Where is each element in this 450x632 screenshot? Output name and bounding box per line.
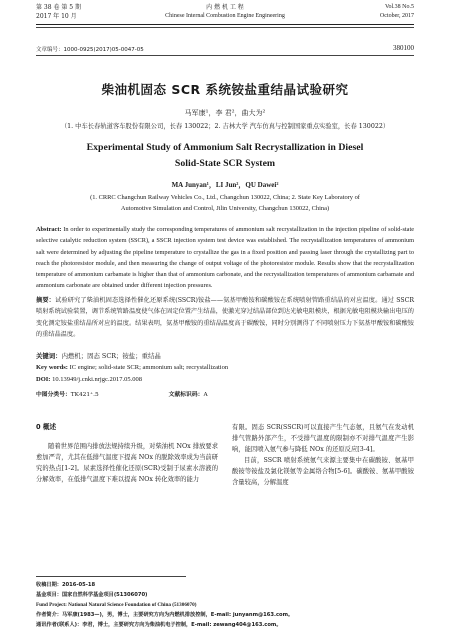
- keywords-en-label: Key words:: [36, 364, 68, 371]
- title-en: [40, 140, 410, 172]
- journal-name-cn: 内 燃 机 工 程: [206, 4, 244, 11]
- header-rule: [36, 24, 414, 25]
- authors-cn: 马军康¹，李 君²，曲大为²: [184, 109, 266, 117]
- footnote-corresponding: 通讯作者(联系人)：李君，博士，主要研究方向为柴油机电子控制，E-mail: zewang404@163.com。: [36, 622, 282, 628]
- title-en-line-1: Experimental Study of Ammonium Salt Recrystallization in Diesel: [86, 142, 364, 153]
- affiliation-en-line-2: Automotive Simulation and Control, Jilin University, Changchun 130022, China): [120, 205, 330, 212]
- article-rule: [36, 55, 414, 56]
- body-paragraph-1: 随着世界范围内排放法规持续升级，对柴油机 NOx 排放要求愈加严苛，尤其在低排气温度下提高 NOx 的脱除效率成为当前研究的热点[1-2]。尿素选择性催化还原(SCR)受制于尿素水溶液的分解效率，在低排气温度下难以提高 NOx 转化效率的能力: [36, 443, 218, 483]
- footnote-fund-cn: 基金项目：国家自然科学基金项目(51306070): [36, 592, 148, 598]
- doc-code-value: A: [203, 392, 208, 398]
- doi-value: 10.13949/j.cnki.nrjgc.2017.05.008: [52, 376, 142, 383]
- classification-label: 中图分类号：: [36, 392, 71, 398]
- keywords-cn-text: 内燃机；固态 SCR；铵盐；重结晶: [61, 352, 161, 360]
- abstract-cn: [36, 295, 414, 340]
- footnote: [36, 580, 414, 630]
- classification-line: [36, 389, 208, 398]
- classification-value: TK421⁺.5: [70, 392, 99, 398]
- footnote-rule: [36, 576, 186, 577]
- affiliation-cn: （1. 中车长春轨道客车股份有限公司，长春 130022；2. 吉林大学 汽车仿真与控制国家重点实验室，长春 130022）: [60, 123, 390, 130]
- header-rule-thin: [36, 27, 414, 28]
- date-cn: 2017 年 10 月: [36, 13, 77, 20]
- date-en: October, 2017: [379, 13, 414, 19]
- footnote-author: 作者简介：马军康(1983—)，男，博士，主要研究方向为内燃机排放控制，E-mail: junyanm@163.com。: [36, 612, 294, 618]
- keywords-cn-label: 关键词：: [36, 352, 62, 360]
- section-title: 0 概述: [36, 423, 57, 431]
- doc-code-label: 文献标识码：: [168, 392, 204, 398]
- body-paragraph-2: 有限。固态 SCR(SSCR)可以直接产生气态氨，且氨气在发动机排气管路外部产生，不受排气温度的限制亦不对排气温度产生影响，能因喷入氨气参与降低 NOx 的还原反应[3-4]。: [232, 424, 414, 453]
- abstract-en-text: In order to experimentally study the corresponding temperatures of ammonium salt recrystallization in the injection pipeline of solid-state selective catalytic reduction system (SSCR), a SSCR injection system test device was established. The recrystallization temperatures of ammonium salt were determined by adjusting the pipeline temperature to crystallize the gas in a fixed position and passing laser through the crystallizing part to reach the photoresistor module, and then measuring the change of output voltage of the photoresistor module. Results show that the recrystallization temperature of ammonium carbamate is higher than that of ammonium carbonate, and the recrystallization temperatures of ammonium carbamate and ammonium carbonate are obtained under different injection pressures.: [36, 226, 415, 290]
- keywords-en-text: IC engine; solid-state SCR; ammonium salt; recrystallization: [69, 364, 229, 371]
- body-column-right: [232, 422, 414, 488]
- keywords-en: [36, 362, 414, 373]
- keywords-cn: [36, 351, 414, 360]
- volume-cn: 第 38 卷 第 5 期: [36, 4, 81, 11]
- doi-label: DOI:: [36, 376, 51, 383]
- title-en-line-2: Solid-State SCR System: [174, 158, 276, 169]
- affiliation-en-line-1: (1. CRRC Changchun Railway Vehicles Co., Ltd., Changchun 130022, China; 2. State Key Laboratory of: [90, 194, 360, 201]
- page-code: 380100: [393, 44, 414, 52]
- footnote-received: 收稿日期：2016-05-18: [36, 582, 96, 588]
- abstract-en: [36, 224, 414, 292]
- body-paragraph-3: 目前，SSCR 喷射系统氨气来源主要集中在碳酸铵、氨基甲酸铵等铵盐及氯化镁氨等金属络合物[5-6]。碳酸铵、氨基甲酸铵含量较高，分解温度: [232, 457, 414, 486]
- authors-en: MA Junyan¹，LI Jun²，QU Dawei²: [171, 181, 279, 189]
- abstract-en-label: Abstract:: [36, 226, 62, 233]
- abstract-cn-text: 试验研究了柴油机固态选择性催化还原系统(SSCR)铵盐——氨基甲酸铵和碳酸铵在系统喷射管路重结晶的对应温度。通过 SSCR 喷射系统试验装置，调节系统管路温度使气体在固定位置产生结晶，使激光穿过结晶部位到达光敏电阻模块，根据光敏电阻模块输出电压的变化测定铵盐重结晶所对应的温度。结果表明，氨基甲酸铵的重结晶温度高于碳酸铵，同时分别测得了不同喷射压力下氨基甲酸铵和碳酸铵的重结晶温度。: [36, 297, 414, 338]
- title-cn: 柴油机固态 SCR 系统铵盐重结晶试验研究: [101, 82, 349, 97]
- article-number: 文章编号：1000-0925(2017)05-0047-05: [36, 47, 144, 53]
- affiliation-en: [50, 192, 400, 214]
- doi-line: [36, 376, 414, 383]
- abstract-cn-label: 摘要：: [36, 297, 55, 304]
- body-column-left: [36, 422, 218, 485]
- header-right: [380, 3, 414, 21]
- journal-name-en: Chinese Internal Combustion Engine Engineering: [165, 13, 285, 19]
- volume-en: Vol.38 No.5: [384, 4, 414, 10]
- footnote-fund-en: Fund Project: National Natural Science Foundation of China (51306070): [36, 602, 197, 608]
